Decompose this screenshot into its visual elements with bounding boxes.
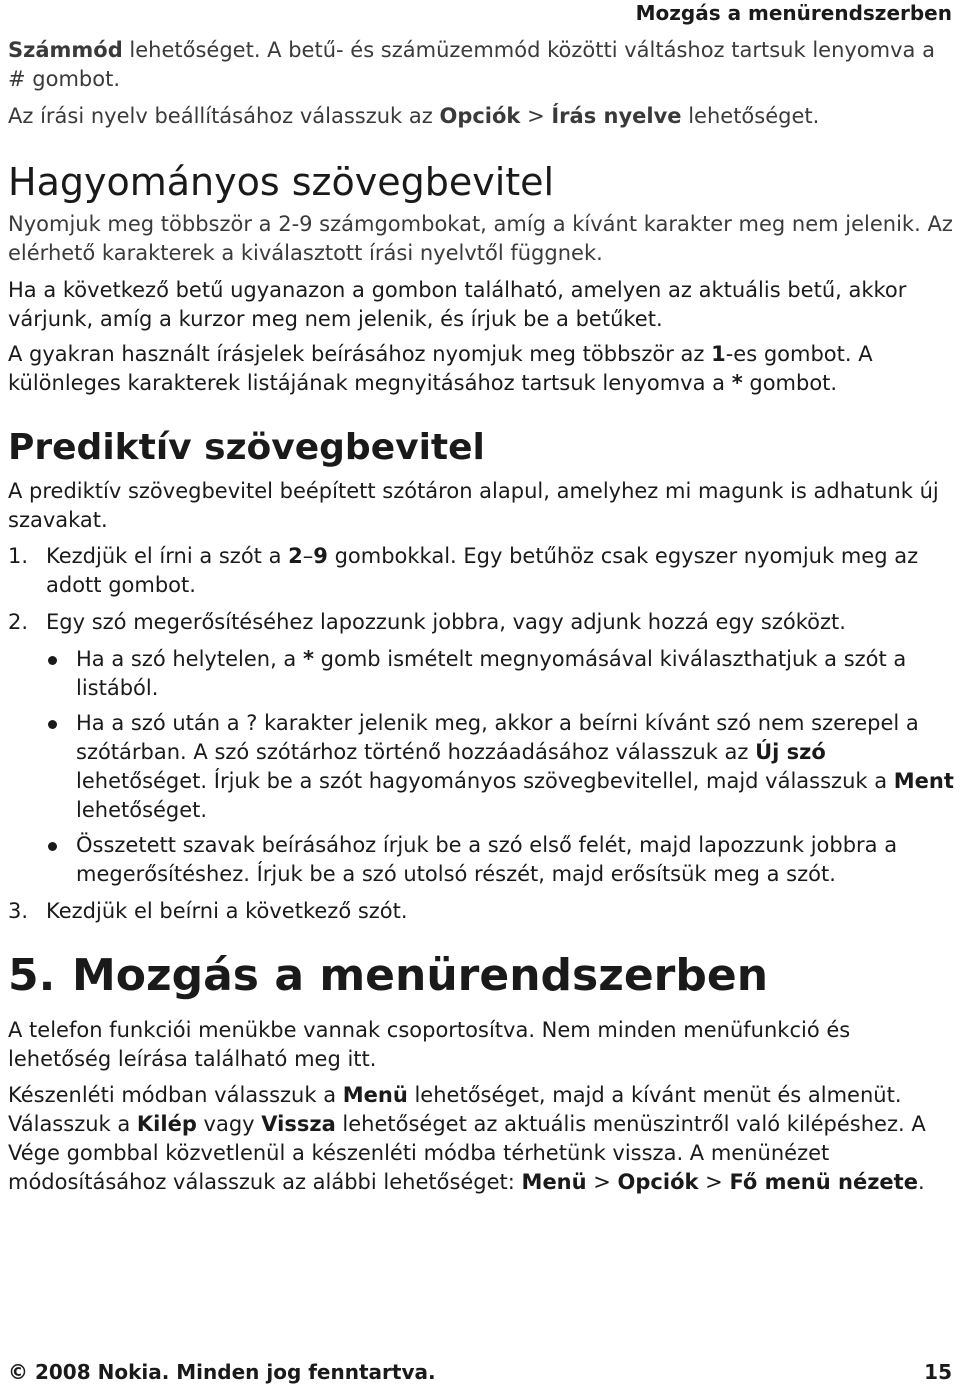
footer-page-number: 15 bbox=[924, 1360, 952, 1384]
bullet-dot bbox=[48, 842, 57, 851]
text-run: gombot. bbox=[742, 371, 838, 395]
bullet-dot bbox=[48, 720, 57, 729]
bullet-3-text: Összetett szavak beírásához írjuk be a szó első felét, majd lapozzunk jobbra a megerősítéshez. Írjuk be a szó utolsó részét, majd erősítsük meg a szót. bbox=[76, 833, 898, 886]
traditional-paragraph-2: Ha a következő betű ugyanazon a gombon található, amelyen az aktuális betű, akkor várjunk, amíg a kurzor meg nem jelenik, és írjuk be a betűket. bbox=[8, 278, 907, 331]
text-run: Az írási nyelv beállításához válasszuk az bbox=[8, 104, 440, 128]
text-run: lehetőséget, majd a kívánt menüt és almenüt. Válasszuk a bbox=[8, 1083, 902, 1136]
bold-term: Vissza bbox=[261, 1112, 336, 1136]
bullet-1-text bbox=[76, 645, 956, 703]
bold-term: * bbox=[731, 371, 743, 395]
chapter-paragraph-2 bbox=[8, 1081, 956, 1197]
text-run: Készenléti módban válasszuk a bbox=[8, 1083, 343, 1107]
text-run: . bbox=[917, 1170, 925, 1194]
step-2-number: 2. bbox=[8, 610, 29, 634]
traditional-paragraph-1: Nyomjuk meg többször a 2-9 számgombokat, amíg a kívánt karakter meg nem jelenik. Az elérhető karakterek a kiválasztott írási nyelvtől függnek. bbox=[8, 212, 953, 265]
bold-term: * bbox=[302, 647, 314, 671]
text-run: > bbox=[520, 104, 552, 128]
chapter-paragraph-1: A telefon funkciói menükbe vannak csoportosítva. Nem minden menüfunkció és lehetőség leírása található meg itt. bbox=[8, 1018, 851, 1071]
intro-paragraph-2 bbox=[8, 102, 956, 131]
bold-term: Menü bbox=[521, 1170, 587, 1194]
text-run: > bbox=[586, 1170, 618, 1194]
bold-term: Kilép bbox=[136, 1112, 197, 1136]
traditional-paragraph-3 bbox=[8, 340, 956, 398]
text-run: -es gombot. A különleges karakterek listájának megnyitásához tartsuk lenyomva a bbox=[8, 342, 873, 395]
bold-term: 1 bbox=[711, 342, 726, 366]
running-header: Mozgás a menürendszerben bbox=[635, 1, 952, 25]
footer-copyright: © 2008 Nokia. Minden jog fenntartva. bbox=[8, 1360, 436, 1384]
intro-paragraph-1 bbox=[8, 36, 956, 94]
bold-term: Opciók bbox=[439, 104, 521, 128]
text-run: Ha a szó után a ? karakter jelenik meg, akkor a beírni kívánt szó nem szerepel a szótárban. A szó szótárhoz történő hozzáadásához válasszuk az bbox=[76, 711, 919, 764]
step-3-number: 3. bbox=[8, 899, 29, 923]
bold-term: Írás nyelve bbox=[551, 104, 682, 128]
bold-term: 9 bbox=[313, 544, 328, 568]
text-run: A gyakran használt írásjelek beírásához nyomjuk meg többször az bbox=[8, 342, 712, 366]
step-2-text: Egy szó megerősítéséhez lapozzunk jobbra, vagy adjunk hozzá egy szóközt. bbox=[46, 610, 846, 634]
text-run: – bbox=[302, 544, 314, 568]
text-run: Ha a szó helytelen, a bbox=[76, 647, 303, 671]
text-run: lehetőséget. Írjuk be a szót hagyományos szövegbevitellel, majd válasszuk a bbox=[76, 769, 894, 793]
text-run: gomb ismételt megnyomásával kiválaszthatjuk a szót a listából. bbox=[76, 647, 907, 700]
heading-predictive: Prediktív szövegbevitel bbox=[8, 427, 485, 468]
bullet-dot bbox=[48, 656, 57, 665]
bold-term: Ment bbox=[893, 769, 954, 793]
text-run: lehetőséget az aktuális menüszintről való kilépéshez. A Vége gombbal közvetlenül a készenléti módba térhetünk vissza. A menünézet módosításához válasszuk az alábbi lehetőséget: bbox=[8, 1112, 926, 1194]
bold-term: Számmód bbox=[8, 38, 123, 62]
bold-term: Új szó bbox=[755, 740, 826, 764]
text-run: > bbox=[698, 1170, 730, 1194]
bold-term: Fő menü nézete bbox=[729, 1170, 918, 1194]
heading-traditional: Hagyományos szövegbevitel bbox=[8, 160, 555, 204]
text-run: Kezdjük el írni a szót a bbox=[46, 544, 289, 568]
predictive-paragraph-1: A prediktív szövegbevitel beépített szótáron alapul, amelyhez mi magunk is adhatunk új szavakat. bbox=[8, 479, 939, 532]
text-run: lehetőséget. bbox=[76, 798, 208, 822]
bold-term: 2 bbox=[288, 544, 303, 568]
chapter-heading bbox=[8, 950, 768, 1002]
bold-term: Opciók bbox=[617, 1170, 699, 1194]
text-run: lehetőséget. bbox=[681, 104, 820, 128]
text-run: lehetőséget. A betű- és számüzemmód közötti váltáshoz tartsuk lenyomva a # gombot. bbox=[8, 38, 935, 91]
text-run: vagy bbox=[196, 1112, 262, 1136]
chapter-number: 5. bbox=[8, 950, 56, 1001]
step-1-text bbox=[46, 542, 956, 600]
step-1-number: 1. bbox=[8, 544, 29, 568]
chapter-title: Mozgás a menürendszerben bbox=[72, 950, 769, 1001]
text-run: gombokkal. Egy betűhöz csak egyszer nyomjuk meg az adott gombot. bbox=[46, 544, 919, 597]
bullet-2-text bbox=[76, 709, 956, 825]
step-3-text: Kezdjük el beírni a következő szót. bbox=[46, 899, 408, 923]
bold-term: Menü bbox=[342, 1083, 408, 1107]
